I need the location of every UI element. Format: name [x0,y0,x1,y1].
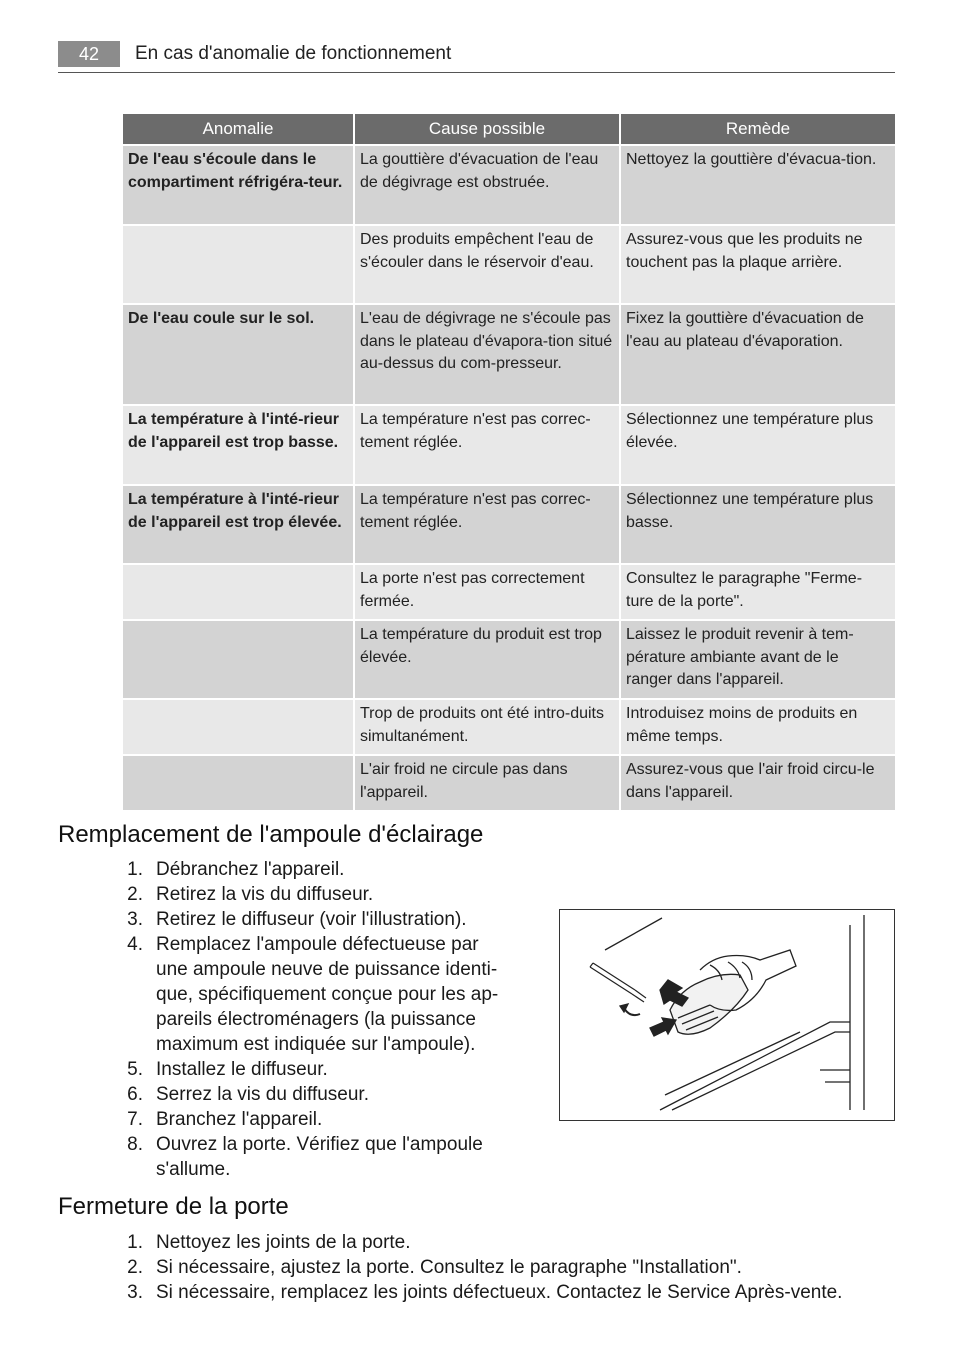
list-item: 3. Retirez le diffuseur (voir l'illustration). [127,909,467,930]
cause-cell: La température n'est pas correc-tement réglée. [355,406,619,484]
step-text: Retirez la vis du diffuseur. [156,884,374,905]
list-item: 7. Branchez l'appareil. [127,1109,323,1130]
remede-cell: Assurez-vous que l'air froid circu-le dans l'appareil. [621,756,895,810]
step-text: Nettoyez les joints de la porte. [156,1232,411,1253]
column-header-anomalie: Anomalie [123,114,353,144]
list-item: 2. Retirez la vis du diffuseur. [127,884,374,905]
anomalie-cell [123,226,353,303]
table-row [123,305,895,404]
remede-cell: Assurez-vous que les produits ne touchent pas la plaque arrière. [621,226,895,303]
step-text: Si nécessaire, ajustez la porte. Consultez le paragraphe "Installation". [156,1257,742,1278]
page-header [58,40,895,73]
step-text: Ouvrez la porte. Vérifiez que l'ampoule s'allume. [156,1134,483,1180]
table-row [123,756,895,810]
step-text: Retirez le diffuseur (voir l'illustration). [156,909,467,930]
cause-cell: Des produits empêchent l'eau de s'écouler dans le réservoir d'eau. [355,226,619,303]
anomalie-cell: De l'eau s'écoule dans le compartiment réfrigéra-teur. [123,146,353,224]
step-text: Si nécessaire, remplacez les joints défectueux. Contactez le Service Après-vente. [156,1282,843,1303]
list-item: 2. Si nécessaire, ajustez la porte. Consultez le paragraphe "Installation". [127,1257,742,1278]
remede-cell: Sélectionnez une température plus élevée. [621,406,895,484]
list-item: 4. Remplacez l'ampoule défectueuse par une ampoule neuve de puissance identi-que, spécifiquement conçue pour les ap-pareils électroménagers (la puissance maximum est indiquée sur l'ampoule). [127,934,499,1055]
list-item: 1. Débranchez l'appareil. [127,859,345,880]
cause-cell: La porte n'est pas correctement fermée. [355,565,619,619]
anomalie-cell [123,621,353,698]
step-text: Branchez l'appareil. [156,1109,323,1130]
troubleshooting-table [121,112,897,812]
page-number: 42 [58,41,120,67]
table-row [123,486,895,563]
anomalie-cell [123,565,353,619]
anomalie-cell [123,756,353,810]
table-row [123,700,895,754]
step-text: Serrez la vis du diffuseur. [156,1084,369,1105]
remede-cell: Laissez le produit revenir à tem-pérature ambiante avant de le ranger dans l'appareil. [621,621,895,698]
column-header-remede: Remède [621,114,895,144]
table-row [123,226,895,303]
step-text: Débranchez l'appareil. [156,859,345,880]
remede-cell: Introduisez moins de produits en même temps. [621,700,895,754]
anomalie-cell: La température à l'inté-rieur de l'appareil est trop basse. [123,406,353,484]
remede-cell: Consultez le paragraphe "Ferme-ture de la porte". [621,565,895,619]
bulb-steps-list [121,857,511,1182]
step-text: Installez le diffuseur. [156,1059,328,1080]
table-row [123,565,895,619]
door-steps-list [121,1230,881,1305]
cause-cell: Trop de produits ont été intro-duits simultanément. [355,700,619,754]
list-item: 1. Nettoyez les joints de la porte. [127,1232,411,1253]
lamp-diffuser-removal-illustration-icon [560,910,894,1120]
list-item: 6. Serrez la vis du diffuseur. [127,1084,369,1105]
chapter-title: En cas d'anomalie de fonctionnement [135,43,452,64]
step-text: Remplacez l'ampoule défectueuse par une ampoule neuve de puissance identi-que, spécifiquement conçue pour les ap-pareils électroménagers (la puissance maximum est indiquée sur l'ampoule). [156,934,499,1055]
list-item: 5. Installez le diffuseur. [127,1059,328,1080]
cause-cell: L'air froid ne circule pas dans l'appareil. [355,756,619,810]
table-header-row [123,114,895,144]
remede-cell: Sélectionnez une température plus basse. [621,486,895,563]
cause-cell: L'eau de dégivrage ne s'écoule pas dans le plateau d'évapora-tion situé au-dessus du com-presseur. [355,305,619,404]
table-row [123,406,895,484]
cause-cell: La gouttière d'évacuation de l'eau de dégivrage est obstruée. [355,146,619,224]
list-item: 3. Si nécessaire, remplacez les joints défectueux. Contactez le Service Après-vente. [127,1282,843,1303]
anomalie-cell: De l'eau coule sur le sol. [123,305,353,404]
section-heading-door: Fermeture de la porte [58,1193,289,1220]
remede-cell: Nettoyez la gouttière d'évacua-tion. [621,146,895,224]
cause-cell: La température n'est pas correc-tement réglée. [355,486,619,563]
list-item: 8. Ouvrez la porte. Vérifiez que l'ampoule s'allume. [127,1134,483,1180]
section-heading-bulb: Remplacement de l'ampoule d'éclairage [58,821,484,848]
anomalie-cell: La température à l'inté-rieur de l'appareil est trop élevée. [123,486,353,563]
column-header-cause: Cause possible [355,114,619,144]
remede-cell: Fixez la gouttière d'évacuation de l'eau au plateau d'évaporation. [621,305,895,404]
table-row [123,621,895,698]
cause-cell: La température du produit est trop élevée. [355,621,619,698]
anomalie-cell [123,700,353,754]
table-row [123,146,895,224]
lamp-diffuser-illustration [559,909,895,1121]
